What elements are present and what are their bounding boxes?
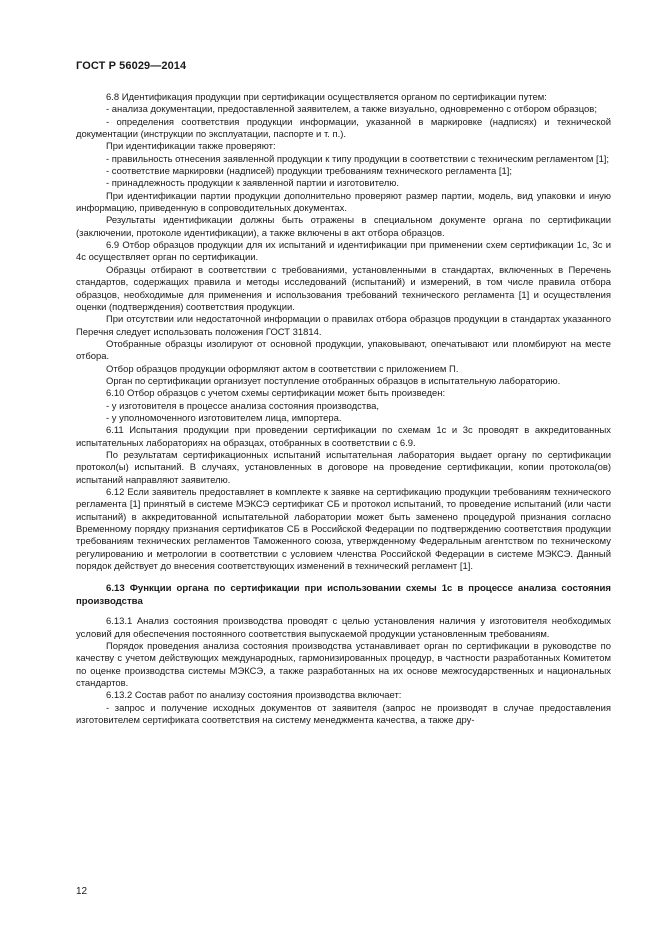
- paragraph: - правильность отнесения заявленной продукции к типу продукции в соответствии с техническим регламентом [1];: [106, 153, 610, 165]
- paragraph: 6.8 Идентификация продукции при сертификации осуществляется органом по сертификации путем:: [106, 92, 547, 103]
- paragraph: По результатам сертификационных испытаний испытательная лаборатория выдает органу по сертификации протокол(ы) испытаний. В случаях, установленных в договоре на проведение сертификации, копии протокола(ов) испытаний направляют заявителю.: [76, 449, 611, 486]
- paragraph: - у изготовителя в процессе анализа состояния производства,: [106, 400, 379, 412]
- paragraph: 6.13.1 Анализ состояния производства проводят с целью установления наличия у изготовителя необходимых условий для обеспечения постоянного соответствия выпускаемой продукции установленным требованиям.: [76, 616, 611, 640]
- document-header: ГОСТ Р 56029—2014: [76, 60, 187, 72]
- paragraph: - принадлежность продукции к заявленной партии и изготовителю.: [106, 178, 400, 190]
- paragraph: 6.12 Если заявитель предоставляет в комплекте к заявке на сертификацию продукции требованиям технического регламента [1] принятый в системе МЭКСЭ сертификат СБ и протокол испытаний, то проведение испытаний (или части испытаний) в аккредитованной испытательной лаборатории может быть заменено процедурой признания согласно Временному порядку признания сертификатов СБ в Российской Федерации по подтверждению соответствия продукции требованиям технических регламентов Таможенного союза, утвержденному Федеральным агентством по техническому регулированию и метрологии в соответствии с условием членства Российской Федерации в системе МЭКСЭ. Данный порядок действует до внесения соответствующих изменений в технический регламент [1].: [76, 487, 611, 573]
- page-number: 12: [76, 886, 88, 897]
- section-heading: 6.13 Функции органа по сертификации при использовании схемы 1с в процессе анализа состояния производства: [76, 583, 611, 607]
- paragraph: - запрос и получение исходных документов от заявителя (запрос не производят в случае предоставления изготовителем сертификата соответствия на систему менеджмента качества, а также дру-: [76, 702, 611, 726]
- paragraph: 6.9 Отбор образцов продукции для их испытаний и идентификации при применении схем сертификации 1с, 3с и 4с осуществляет орган по сертификации.: [76, 240, 611, 264]
- paragraph: При идентификации партии продукции дополнительно проверяют размер партии, модель, вид упаковки и иную информацию, приведенную в сопроводительных документах.: [76, 190, 611, 215]
- paragraph: - анализа документации, предоставленной заявителем, а также визуально, одновременно с отбором образцов;: [106, 104, 597, 116]
- paragraph: Порядок проведения анализа состояния производства устанавливает орган по сертификации в руководстве по качеству с учетом действующих международных, гармонизированных процедур, в частности разработанных Комитетом по оценке производства системы МЭКСЭ, а также разработанных на их основе межгосударственных и национальных стандартов.: [76, 640, 611, 689]
- paragraph: При отсутствии или недостаточной информации о правилах отбора образцов продукции в стандартах указанного Перечня следует использовать положения ГОСТ 31814.: [76, 314, 611, 338]
- paragraph: 6.10 Отбор образцов с учетом схемы сертификации может быть произведен:: [106, 388, 446, 400]
- paragraph: Результаты идентификации должны быть отражены в специальном документе органа по сертификации (заключении, протоколе идентификации), а также включены в акт отбора образцов.: [76, 215, 611, 239]
- paragraph: Образцы отбирают в соответствии с требованиями, установленными в стандартах, включенных в Перечень стандартов, содержащих правила и методы исследований (испытаний) и измерений, в том числе правила отбора образцов, необходимые для применения и использования требований технического регламента [1] и осуществления оценки (подтверждения) соответствия продукции.: [76, 264, 611, 313]
- paragraph: Отбор образцов продукции оформляют актом в соответствии с приложением П.: [106, 363, 459, 375]
- paragraph: Орган по сертификации организует поступление отобранных образцов в испытательную лабораторию.: [106, 375, 561, 387]
- paragraph: - определения соответствия продукции информации, указанной в маркировке (надписях) и технической документации (инструкции по эксплуатации, паспорте и т. п.).: [76, 116, 611, 141]
- paragraph: 6.13.2 Состав работ по анализу состояния производства включает:: [106, 690, 402, 702]
- paragraph: - у уполномоченного изготовителем лица, импортера.: [106, 412, 342, 424]
- paragraph: При идентификации также проверяют:: [106, 141, 276, 153]
- paragraph: Отобранные образцы изолируют от основной продукции, упаковывают, опечатывают или пломбируют на месте отбора.: [76, 338, 611, 363]
- paragraph: 6.11 Испытания продукции при проведении сертификации по схемам 1с и 3с проводят в аккредитованных испытательных лабораториях на образцах, отобранных в соответствии с 6.9.: [76, 425, 611, 449]
- paragraph: - соответствие маркировки (надписей) продукции требованиям технического регламента [1];: [106, 166, 512, 178]
- document-body: [76, 92, 611, 727]
